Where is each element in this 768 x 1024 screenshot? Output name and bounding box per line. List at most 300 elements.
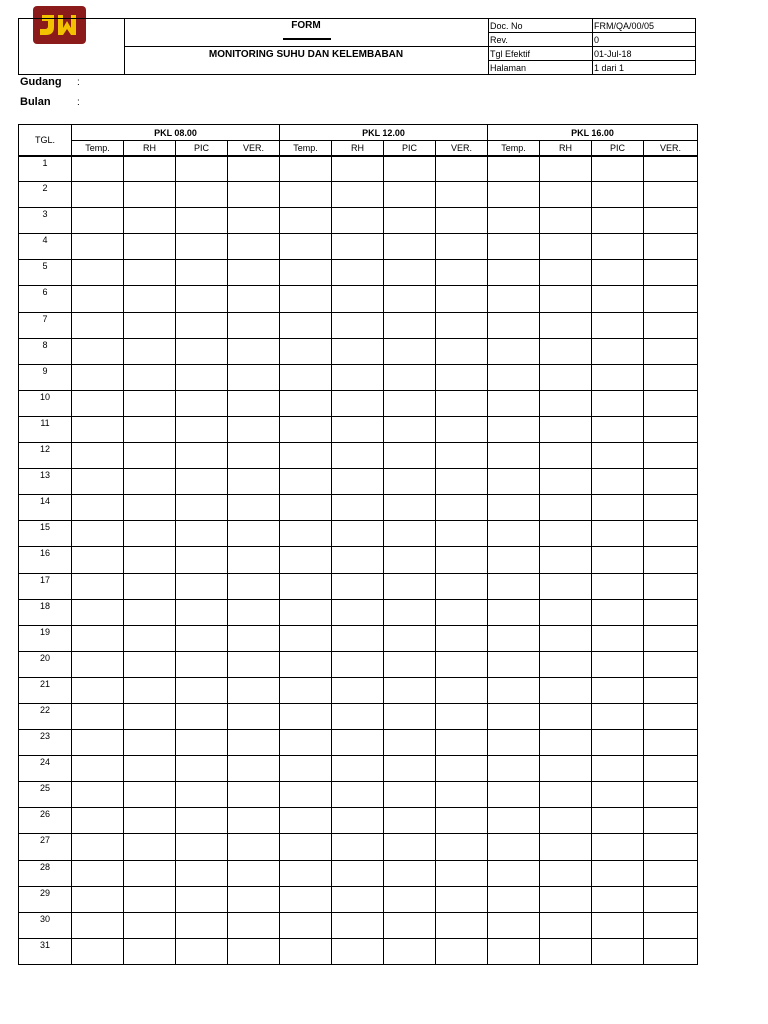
entry-cell-ver[interactable]: [644, 312, 698, 338]
entry-cell-temp[interactable]: [72, 808, 124, 834]
entry-cell-temp[interactable]: [488, 651, 540, 677]
entry-cell-temp[interactable]: [280, 599, 332, 625]
entry-cell-pic[interactable]: [176, 156, 228, 182]
entry-cell-rh[interactable]: [540, 730, 592, 756]
entry-cell-ver[interactable]: [644, 808, 698, 834]
entry-cell-temp[interactable]: [72, 495, 124, 521]
entry-cell-rh[interactable]: [124, 364, 176, 390]
entry-cell-pic[interactable]: [176, 495, 228, 521]
entry-cell-temp[interactable]: [280, 208, 332, 234]
entry-cell-rh[interactable]: [540, 234, 592, 260]
entry-cell-rh[interactable]: [540, 703, 592, 729]
entry-cell-temp[interactable]: [280, 912, 332, 938]
entry-cell-pic[interactable]: [384, 573, 436, 599]
entry-cell-pic[interactable]: [592, 312, 644, 338]
entry-cell-rh[interactable]: [124, 703, 176, 729]
entry-cell-rh[interactable]: [332, 573, 384, 599]
entry-cell-pic[interactable]: [592, 756, 644, 782]
entry-cell-pic[interactable]: [176, 730, 228, 756]
entry-cell-ver[interactable]: [436, 912, 488, 938]
entry-cell-temp[interactable]: [488, 912, 540, 938]
entry-cell-ver[interactable]: [436, 208, 488, 234]
entry-cell-rh[interactable]: [332, 782, 384, 808]
entry-cell-pic[interactable]: [384, 312, 436, 338]
entry-cell-ver[interactable]: [644, 286, 698, 312]
entry-cell-pic[interactable]: [384, 469, 436, 495]
entry-cell-pic[interactable]: [176, 599, 228, 625]
entry-cell-rh[interactable]: [540, 495, 592, 521]
entry-cell-pic[interactable]: [384, 677, 436, 703]
entry-cell-rh[interactable]: [332, 625, 384, 651]
entry-cell-ver[interactable]: [644, 338, 698, 364]
entry-cell-temp[interactable]: [280, 651, 332, 677]
entry-cell-rh[interactable]: [332, 312, 384, 338]
entry-cell-rh[interactable]: [332, 599, 384, 625]
entry-cell-ver[interactable]: [228, 651, 280, 677]
entry-cell-pic[interactable]: [592, 338, 644, 364]
entry-cell-pic[interactable]: [592, 573, 644, 599]
entry-cell-rh[interactable]: [124, 208, 176, 234]
entry-cell-temp[interactable]: [488, 338, 540, 364]
entry-cell-pic[interactable]: [592, 443, 644, 469]
entry-cell-ver[interactable]: [228, 703, 280, 729]
entry-cell-rh[interactable]: [540, 416, 592, 442]
entry-cell-temp[interactable]: [72, 182, 124, 208]
entry-cell-temp[interactable]: [72, 260, 124, 286]
entry-cell-temp[interactable]: [488, 573, 540, 599]
entry-cell-ver[interactable]: [436, 599, 488, 625]
entry-cell-ver[interactable]: [436, 234, 488, 260]
entry-cell-ver[interactable]: [436, 364, 488, 390]
entry-cell-ver[interactable]: [228, 677, 280, 703]
entry-cell-rh[interactable]: [540, 208, 592, 234]
entry-cell-pic[interactable]: [384, 182, 436, 208]
entry-cell-rh[interactable]: [332, 495, 384, 521]
entry-cell-ver[interactable]: [436, 938, 488, 964]
entry-cell-temp[interactable]: [280, 182, 332, 208]
entry-cell-rh[interactable]: [332, 703, 384, 729]
entry-cell-temp[interactable]: [488, 756, 540, 782]
entry-cell-ver[interactable]: [228, 599, 280, 625]
entry-cell-temp[interactable]: [488, 625, 540, 651]
entry-cell-pic[interactable]: [592, 390, 644, 416]
entry-cell-ver[interactable]: [644, 573, 698, 599]
entry-cell-pic[interactable]: [592, 495, 644, 521]
entry-cell-temp[interactable]: [280, 703, 332, 729]
entry-cell-temp[interactable]: [280, 886, 332, 912]
entry-cell-rh[interactable]: [124, 312, 176, 338]
entry-cell-rh[interactable]: [332, 938, 384, 964]
entry-cell-pic[interactable]: [384, 547, 436, 573]
entry-cell-pic[interactable]: [384, 730, 436, 756]
entry-cell-pic[interactable]: [384, 886, 436, 912]
entry-cell-ver[interactable]: [644, 599, 698, 625]
entry-cell-pic[interactable]: [592, 860, 644, 886]
entry-cell-temp[interactable]: [72, 782, 124, 808]
entry-cell-temp[interactable]: [280, 338, 332, 364]
entry-cell-temp[interactable]: [488, 730, 540, 756]
entry-cell-pic[interactable]: [592, 521, 644, 547]
entry-cell-temp[interactable]: [488, 521, 540, 547]
entry-cell-pic[interactable]: [176, 625, 228, 651]
entry-cell-ver[interactable]: [436, 469, 488, 495]
entry-cell-rh[interactable]: [540, 860, 592, 886]
entry-cell-ver[interactable]: [436, 886, 488, 912]
entry-cell-rh[interactable]: [540, 912, 592, 938]
entry-cell-rh[interactable]: [124, 182, 176, 208]
entry-cell-pic[interactable]: [384, 860, 436, 886]
entry-cell-temp[interactable]: [280, 677, 332, 703]
entry-cell-ver[interactable]: [228, 182, 280, 208]
entry-cell-pic[interactable]: [176, 573, 228, 599]
entry-cell-pic[interactable]: [176, 938, 228, 964]
entry-cell-pic[interactable]: [384, 364, 436, 390]
entry-cell-pic[interactable]: [384, 808, 436, 834]
entry-cell-ver[interactable]: [644, 782, 698, 808]
entry-cell-pic[interactable]: [176, 182, 228, 208]
entry-cell-pic[interactable]: [384, 834, 436, 860]
entry-cell-pic[interactable]: [176, 208, 228, 234]
entry-cell-rh[interactable]: [124, 390, 176, 416]
entry-cell-pic[interactable]: [592, 260, 644, 286]
entry-cell-rh[interactable]: [332, 234, 384, 260]
entry-cell-rh[interactable]: [540, 625, 592, 651]
entry-cell-rh[interactable]: [332, 364, 384, 390]
entry-cell-pic[interactable]: [384, 156, 436, 182]
entry-cell-ver[interactable]: [644, 260, 698, 286]
entry-cell-rh[interactable]: [332, 756, 384, 782]
entry-cell-pic[interactable]: [176, 390, 228, 416]
entry-cell-ver[interactable]: [644, 860, 698, 886]
entry-cell-temp[interactable]: [72, 938, 124, 964]
entry-cell-rh[interactable]: [332, 521, 384, 547]
entry-cell-ver[interactable]: [228, 808, 280, 834]
entry-cell-pic[interactable]: [384, 443, 436, 469]
entry-cell-rh[interactable]: [332, 730, 384, 756]
entry-cell-temp[interactable]: [72, 286, 124, 312]
entry-cell-temp[interactable]: [72, 208, 124, 234]
entry-cell-ver[interactable]: [644, 651, 698, 677]
entry-cell-ver[interactable]: [228, 756, 280, 782]
entry-cell-rh[interactable]: [124, 443, 176, 469]
entry-cell-temp[interactable]: [280, 782, 332, 808]
entry-cell-ver[interactable]: [436, 703, 488, 729]
entry-cell-temp[interactable]: [488, 886, 540, 912]
entry-cell-ver[interactable]: [644, 234, 698, 260]
entry-cell-rh[interactable]: [332, 834, 384, 860]
entry-cell-temp[interactable]: [280, 234, 332, 260]
entry-cell-pic[interactable]: [592, 677, 644, 703]
entry-cell-temp[interactable]: [280, 834, 332, 860]
entry-cell-temp[interactable]: [72, 364, 124, 390]
entry-cell-rh[interactable]: [540, 312, 592, 338]
entry-cell-ver[interactable]: [644, 390, 698, 416]
entry-cell-ver[interactable]: [228, 443, 280, 469]
entry-cell-temp[interactable]: [488, 808, 540, 834]
entry-cell-ver[interactable]: [228, 156, 280, 182]
entry-cell-rh[interactable]: [332, 860, 384, 886]
entry-cell-temp[interactable]: [488, 703, 540, 729]
entry-cell-ver[interactable]: [228, 834, 280, 860]
entry-cell-pic[interactable]: [176, 286, 228, 312]
entry-cell-ver[interactable]: [228, 521, 280, 547]
entry-cell-ver[interactable]: [436, 495, 488, 521]
entry-cell-ver[interactable]: [644, 521, 698, 547]
entry-cell-ver[interactable]: [228, 260, 280, 286]
entry-cell-rh[interactable]: [332, 808, 384, 834]
entry-cell-ver[interactable]: [228, 573, 280, 599]
entry-cell-pic[interactable]: [592, 156, 644, 182]
entry-cell-temp[interactable]: [72, 703, 124, 729]
entry-cell-temp[interactable]: [280, 495, 332, 521]
entry-cell-rh[interactable]: [540, 938, 592, 964]
entry-cell-temp[interactable]: [488, 156, 540, 182]
entry-cell-pic[interactable]: [384, 938, 436, 964]
entry-cell-rh[interactable]: [540, 782, 592, 808]
entry-cell-ver[interactable]: [228, 912, 280, 938]
entry-cell-pic[interactable]: [592, 182, 644, 208]
entry-cell-temp[interactable]: [72, 469, 124, 495]
entry-cell-pic[interactable]: [592, 808, 644, 834]
entry-cell-temp[interactable]: [280, 573, 332, 599]
entry-cell-temp[interactable]: [280, 521, 332, 547]
entry-cell-rh[interactable]: [332, 260, 384, 286]
entry-cell-ver[interactable]: [436, 390, 488, 416]
entry-cell-rh[interactable]: [540, 521, 592, 547]
entry-cell-rh[interactable]: [332, 469, 384, 495]
entry-cell-pic[interactable]: [176, 677, 228, 703]
entry-cell-pic[interactable]: [384, 208, 436, 234]
entry-cell-temp[interactable]: [488, 234, 540, 260]
entry-cell-temp[interactable]: [280, 156, 332, 182]
entry-cell-pic[interactable]: [592, 469, 644, 495]
entry-cell-temp[interactable]: [280, 860, 332, 886]
entry-cell-rh[interactable]: [540, 469, 592, 495]
entry-cell-pic[interactable]: [176, 886, 228, 912]
entry-cell-ver[interactable]: [436, 651, 488, 677]
entry-cell-temp[interactable]: [72, 756, 124, 782]
entry-cell-pic[interactable]: [592, 234, 644, 260]
entry-cell-temp[interactable]: [488, 390, 540, 416]
entry-cell-rh[interactable]: [540, 286, 592, 312]
entry-cell-ver[interactable]: [644, 756, 698, 782]
entry-cell-pic[interactable]: [592, 286, 644, 312]
entry-cell-temp[interactable]: [488, 312, 540, 338]
entry-cell-rh[interactable]: [332, 338, 384, 364]
entry-cell-pic[interactable]: [176, 521, 228, 547]
entry-cell-temp[interactable]: [488, 416, 540, 442]
entry-cell-temp[interactable]: [72, 573, 124, 599]
entry-cell-rh[interactable]: [540, 260, 592, 286]
entry-cell-temp[interactable]: [72, 156, 124, 182]
entry-cell-rh[interactable]: [540, 599, 592, 625]
entry-cell-pic[interactable]: [384, 625, 436, 651]
entry-cell-rh[interactable]: [332, 416, 384, 442]
entry-cell-rh[interactable]: [540, 156, 592, 182]
entry-cell-ver[interactable]: [644, 495, 698, 521]
entry-cell-temp[interactable]: [280, 547, 332, 573]
entry-cell-temp[interactable]: [72, 416, 124, 442]
entry-cell-pic[interactable]: [384, 703, 436, 729]
entry-cell-pic[interactable]: [384, 260, 436, 286]
entry-cell-temp[interactable]: [72, 730, 124, 756]
entry-cell-ver[interactable]: [644, 625, 698, 651]
entry-cell-rh[interactable]: [124, 651, 176, 677]
entry-cell-pic[interactable]: [592, 651, 644, 677]
entry-cell-ver[interactable]: [644, 182, 698, 208]
entry-cell-ver[interactable]: [228, 416, 280, 442]
entry-cell-pic[interactable]: [176, 651, 228, 677]
entry-cell-ver[interactable]: [644, 443, 698, 469]
entry-cell-pic[interactable]: [592, 834, 644, 860]
entry-cell-rh[interactable]: [124, 756, 176, 782]
entry-cell-rh[interactable]: [332, 286, 384, 312]
entry-cell-temp[interactable]: [488, 469, 540, 495]
entry-cell-pic[interactable]: [176, 416, 228, 442]
entry-cell-rh[interactable]: [540, 756, 592, 782]
entry-cell-temp[interactable]: [72, 860, 124, 886]
entry-cell-rh[interactable]: [332, 390, 384, 416]
entry-cell-temp[interactable]: [488, 834, 540, 860]
entry-cell-temp[interactable]: [72, 312, 124, 338]
entry-cell-temp[interactable]: [280, 469, 332, 495]
entry-cell-rh[interactable]: [124, 782, 176, 808]
entry-cell-rh[interactable]: [124, 886, 176, 912]
entry-cell-rh[interactable]: [540, 364, 592, 390]
entry-cell-rh[interactable]: [332, 182, 384, 208]
entry-cell-ver[interactable]: [228, 364, 280, 390]
entry-cell-temp[interactable]: [72, 625, 124, 651]
entry-cell-pic[interactable]: [176, 234, 228, 260]
entry-cell-temp[interactable]: [72, 677, 124, 703]
entry-cell-pic[interactable]: [176, 260, 228, 286]
entry-cell-pic[interactable]: [592, 208, 644, 234]
entry-cell-temp[interactable]: [280, 390, 332, 416]
entry-cell-ver[interactable]: [436, 182, 488, 208]
entry-cell-temp[interactable]: [72, 443, 124, 469]
entry-cell-rh[interactable]: [332, 443, 384, 469]
entry-cell-pic[interactable]: [176, 443, 228, 469]
entry-cell-ver[interactable]: [644, 677, 698, 703]
entry-cell-rh[interactable]: [540, 443, 592, 469]
entry-cell-pic[interactable]: [176, 782, 228, 808]
entry-cell-pic[interactable]: [176, 338, 228, 364]
entry-cell-temp[interactable]: [488, 782, 540, 808]
entry-cell-rh[interactable]: [540, 390, 592, 416]
entry-cell-ver[interactable]: [228, 860, 280, 886]
entry-cell-rh[interactable]: [332, 677, 384, 703]
entry-cell-pic[interactable]: [176, 469, 228, 495]
entry-cell-ver[interactable]: [644, 703, 698, 729]
entry-cell-ver[interactable]: [436, 782, 488, 808]
entry-cell-temp[interactable]: [280, 312, 332, 338]
entry-cell-rh[interactable]: [124, 234, 176, 260]
entry-cell-rh[interactable]: [540, 651, 592, 677]
entry-cell-temp[interactable]: [280, 756, 332, 782]
entry-cell-ver[interactable]: [644, 834, 698, 860]
entry-cell-ver[interactable]: [436, 312, 488, 338]
entry-cell-ver[interactable]: [228, 547, 280, 573]
entry-cell-temp[interactable]: [72, 390, 124, 416]
entry-cell-pic[interactable]: [384, 782, 436, 808]
entry-cell-pic[interactable]: [384, 651, 436, 677]
entry-cell-rh[interactable]: [332, 651, 384, 677]
entry-cell-ver[interactable]: [436, 756, 488, 782]
entry-cell-temp[interactable]: [488, 364, 540, 390]
entry-cell-temp[interactable]: [72, 834, 124, 860]
entry-cell-rh[interactable]: [124, 156, 176, 182]
entry-cell-pic[interactable]: [176, 703, 228, 729]
entry-cell-rh[interactable]: [540, 338, 592, 364]
entry-cell-ver[interactable]: [228, 938, 280, 964]
entry-cell-pic[interactable]: [384, 416, 436, 442]
entry-cell-rh[interactable]: [124, 416, 176, 442]
entry-cell-ver[interactable]: [436, 416, 488, 442]
entry-cell-pic[interactable]: [592, 782, 644, 808]
entry-cell-temp[interactable]: [72, 521, 124, 547]
entry-cell-temp[interactable]: [72, 338, 124, 364]
entry-cell-temp[interactable]: [280, 443, 332, 469]
entry-cell-temp[interactable]: [488, 286, 540, 312]
entry-cell-ver[interactable]: [644, 547, 698, 573]
entry-cell-temp[interactable]: [488, 938, 540, 964]
entry-cell-temp[interactable]: [72, 912, 124, 938]
entry-cell-rh[interactable]: [124, 730, 176, 756]
entry-cell-ver[interactable]: [644, 208, 698, 234]
entry-cell-pic[interactable]: [592, 416, 644, 442]
entry-cell-temp[interactable]: [280, 625, 332, 651]
entry-cell-temp[interactable]: [72, 234, 124, 260]
entry-cell-pic[interactable]: [592, 938, 644, 964]
entry-cell-temp[interactable]: [488, 495, 540, 521]
entry-cell-temp[interactable]: [280, 260, 332, 286]
entry-cell-rh[interactable]: [124, 469, 176, 495]
entry-cell-temp[interactable]: [72, 886, 124, 912]
entry-cell-rh[interactable]: [124, 573, 176, 599]
entry-cell-rh[interactable]: [124, 625, 176, 651]
entry-cell-pic[interactable]: [176, 834, 228, 860]
entry-cell-rh[interactable]: [124, 677, 176, 703]
entry-cell-temp[interactable]: [280, 808, 332, 834]
entry-cell-rh[interactable]: [540, 547, 592, 573]
entry-cell-rh[interactable]: [124, 547, 176, 573]
entry-cell-ver[interactable]: [436, 573, 488, 599]
entry-cell-ver[interactable]: [436, 677, 488, 703]
entry-cell-temp[interactable]: [488, 182, 540, 208]
entry-cell-pic[interactable]: [176, 312, 228, 338]
entry-cell-rh[interactable]: [332, 912, 384, 938]
entry-cell-ver[interactable]: [436, 625, 488, 651]
entry-cell-ver[interactable]: [228, 208, 280, 234]
entry-cell-temp[interactable]: [280, 938, 332, 964]
entry-cell-rh[interactable]: [124, 860, 176, 886]
entry-cell-ver[interactable]: [436, 286, 488, 312]
entry-cell-rh[interactable]: [540, 808, 592, 834]
entry-cell-ver[interactable]: [228, 312, 280, 338]
entry-cell-ver[interactable]: [644, 730, 698, 756]
entry-cell-temp[interactable]: [488, 599, 540, 625]
entry-cell-temp[interactable]: [488, 208, 540, 234]
entry-cell-rh[interactable]: [124, 521, 176, 547]
entry-cell-rh[interactable]: [540, 573, 592, 599]
entry-cell-ver[interactable]: [228, 286, 280, 312]
entry-cell-rh[interactable]: [124, 808, 176, 834]
entry-cell-pic[interactable]: [384, 912, 436, 938]
entry-cell-ver[interactable]: [644, 938, 698, 964]
entry-cell-ver[interactable]: [436, 443, 488, 469]
entry-cell-ver[interactable]: [436, 156, 488, 182]
entry-cell-ver[interactable]: [228, 886, 280, 912]
